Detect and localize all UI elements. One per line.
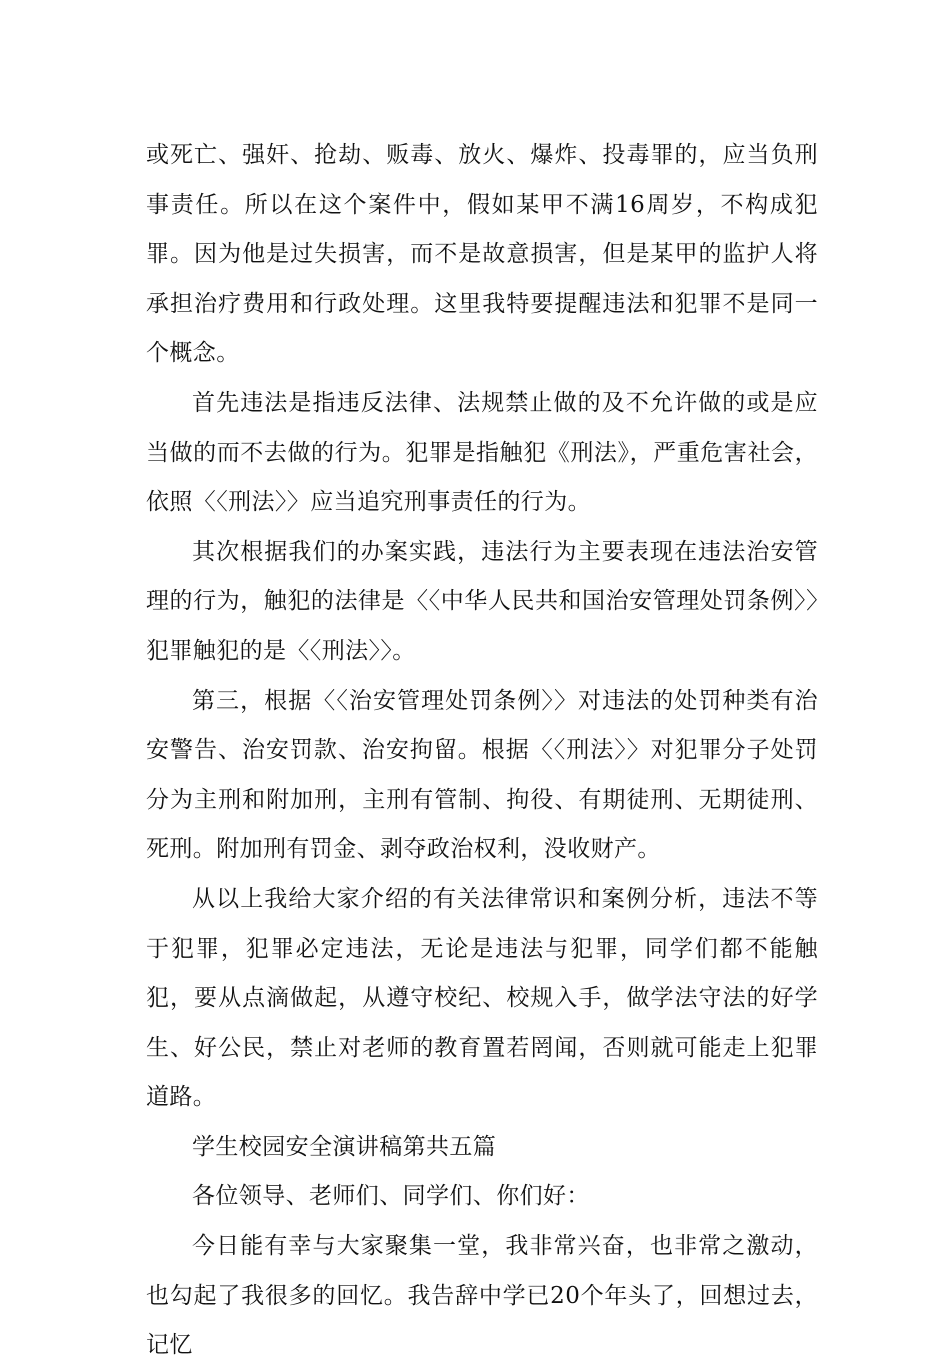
paragraph-5: 从以上我给大家介绍的有关法律常识和案例分析，违法不等于犯罪，犯罪必定违法，无论是违法与犯罪，同学们都不能触犯，要从点滴做起，从遵守校纪、校规入手，做学法守法的好学生、好公民，禁止对老师的教育置若罔闻，否则就可能走上犯罪道路。	[146, 885, 818, 1111]
document-body	[146, 131, 818, 1371]
paragraph-1: 或死亡、强奸、抢劫、贩毒、放火、爆炸、投毒罪的，应当负刑事责任。所以在这个案件中，假如某甲不满16周岁，不构成犯罪。因为他是过失损害，而不是故意损害，但是某甲的监护人将承担治疗费用和行政处理。这里我特要提醒违法和犯罪不是同一个概念。	[146, 142, 818, 367]
paragraph-3: 其次根据我们的办案实践，违法行为主要表现在违法治安管理的行为，触犯的法律是〈〈中华人民共和国治安管理处罚条例〉〉犯罪触犯的是〈〈刑法〉〉。	[146, 538, 818, 664]
paragraph-2: 首先违法是指违反法律、法规禁止做的及不允许做的或是应当做的而不去做的行为。犯罪是指触犯《刑法》，严重危害社会，依照〈〈刑法〉〉应当追究刑事责任的行为。	[146, 389, 818, 516]
paragraph-4: 第三，根据〈〈治安管理处罚条例〉〉对违法的处罚种类有治安警告、治安罚款、治安拘留。根据〈〈刑法〉〉对犯罪分子处罚分为主刑和附加刑，主刑有管制、拘役、有期徒刑、无期徒刑、死刑。附加刑有罚金、剥夺政治权利，没收财产。	[146, 687, 818, 863]
section-title: 学生校园安全演讲稿第共五篇	[192, 1133, 497, 1160]
salutation: 各位领导、老师们、同学们、你们好：	[192, 1183, 590, 1210]
paragraph-8: 今日能有幸与大家聚集一堂，我非常兴奋，也非常之激动，也勾起了我很多的回忆。我告辞中学已20个年头了，回想过去，记忆	[146, 1233, 818, 1359]
